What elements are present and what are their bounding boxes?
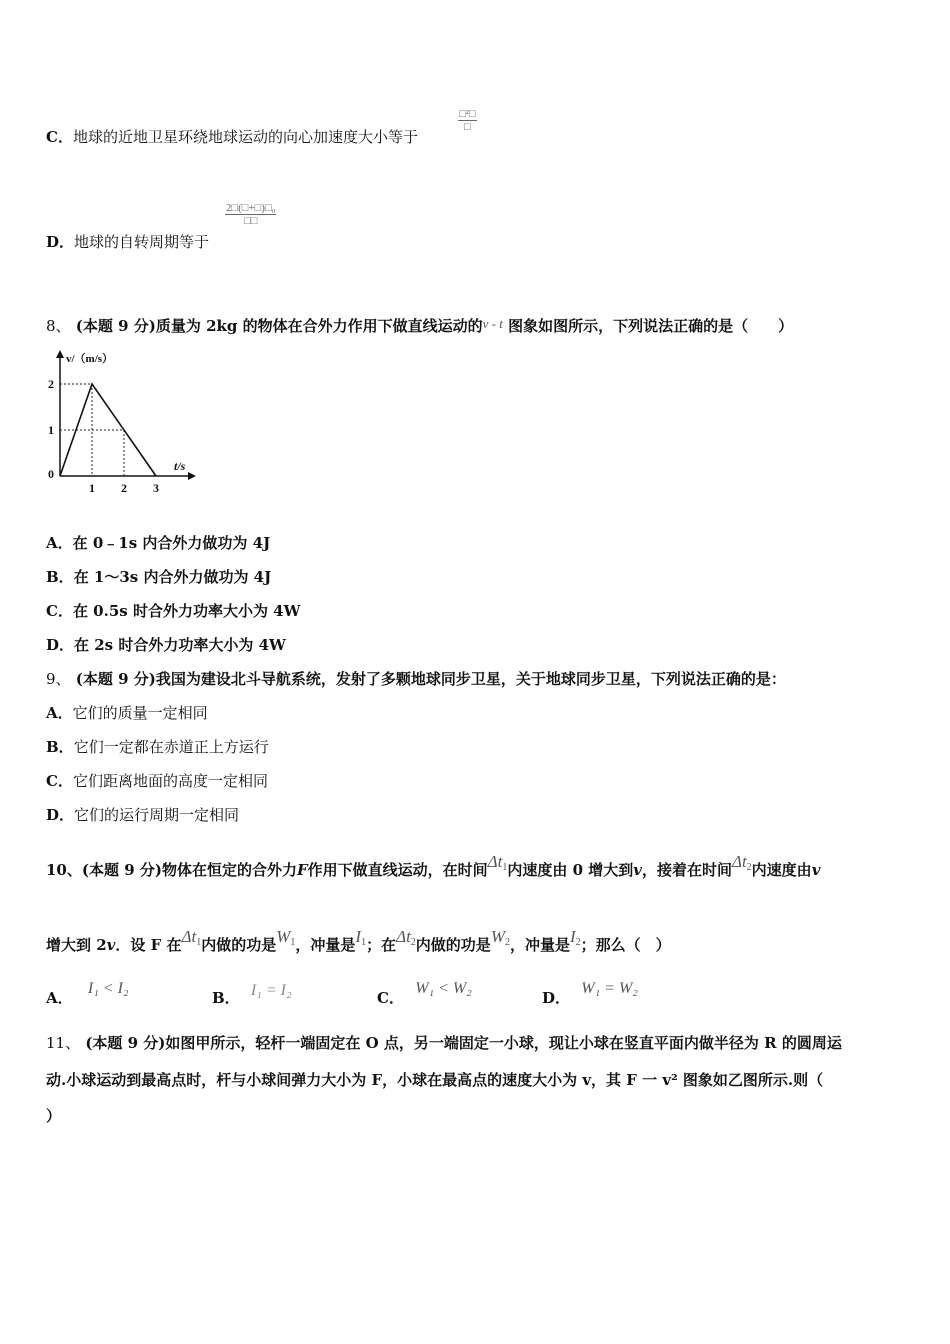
q10-l2-i2 <box>570 927 581 946</box>
q10-l2-d: ，冲量是 <box>295 936 356 954</box>
q9-option-c-label: C． <box>46 772 73 790</box>
q7-option-d-frac-num: 2□(□+□)□₀ <box>226 202 276 214</box>
q7-option-d-frac-den: □□ <box>244 215 258 227</box>
q10-option-d <box>542 980 638 1008</box>
q10-l1-a: 物体在恒定的合外力 <box>161 861 297 879</box>
q10-l1-v: v <box>633 861 642 879</box>
q10-l2-w1 <box>276 927 295 946</box>
q9-number: 9、 <box>46 670 71 688</box>
q9-score: (本题 9 分) <box>75 670 156 688</box>
q10-l1-dt1 <box>488 852 508 871</box>
q9-option-d-text: 它们的运行周期一定相同 <box>74 806 240 824</box>
q10-l2-dt1-sub: 1 <box>196 937 202 948</box>
q10-l2-w2-sub: 2 <box>504 937 510 948</box>
q10-l2-dt1-base: Δt <box>181 927 197 946</box>
vt-ytick-2: 2 <box>48 377 54 391</box>
q7-option-d-text: 地球的自转周期等于 <box>74 233 210 251</box>
q8-option-a-label: A． <box>46 534 73 552</box>
q8-number: 8、 <box>46 317 71 335</box>
q9-option-b <box>46 737 269 757</box>
q10-l2-f: 内做的功是 <box>415 936 491 954</box>
q10-option-a <box>46 980 129 1008</box>
vt-x-label: t/s <box>174 459 186 473</box>
q11-line-1-text: 如图甲所示，轻杆一端固定在 O 点，另一端固定一小球，现让小球在竖直平面内做半径为 R 的圆周运 <box>165 1034 842 1052</box>
q8-stem-b: 图象如图所示，下列说法正确的是（ ） <box>508 317 794 335</box>
vt-xtick-3: 3 <box>153 481 159 495</box>
q7-option-d-fraction <box>225 202 276 227</box>
q10-option-b-math: I₁ = I₂ <box>250 982 292 999</box>
q10-l2-v: v <box>106 936 116 954</box>
q10-l2-e: ；在 <box>366 936 397 954</box>
q10-l2-i2-sub: 2 <box>575 937 581 948</box>
q10-l2-i1-base: I <box>355 927 362 946</box>
q7-option-c-frac-num: □²□ <box>459 108 476 120</box>
q10-l1-c: 内速度由 0 增大到 <box>507 861 634 879</box>
q9-option-d <box>46 805 239 825</box>
q7-option-c-label: C． <box>46 128 73 146</box>
q10-score: (本题 9 分) <box>81 861 162 879</box>
q9-option-a-label: A． <box>46 704 73 722</box>
q11-line-3: ） <box>46 1107 62 1125</box>
q8-stem <box>46 314 793 336</box>
q8-option-d-label: D． <box>46 636 75 654</box>
q10-l1-dt2 <box>732 852 752 871</box>
vt-y-arrow <box>56 350 64 358</box>
q7-option-c-fraction <box>458 108 477 133</box>
q8-score: (本题 9 分) <box>75 317 156 335</box>
q10-l2-h: ；那么（ ） <box>580 936 671 954</box>
q10-l2-w1-base: W <box>276 927 291 946</box>
q9-option-d-label: D． <box>46 806 75 824</box>
q10-line-1 <box>46 852 820 880</box>
q10-number: 10、 <box>46 861 82 879</box>
q8-vt-graph <box>44 348 204 498</box>
q8-option-c-text: 在 0.5s 时合外力功率大小为 4W <box>72 602 301 620</box>
q8-option-d-text: 在 2s 时合外力功率大小为 4W <box>74 636 286 654</box>
q10-l2-b: ．设 F 在 <box>115 936 182 954</box>
q10-l1-b: 作用下做直线运动，在时间 <box>307 861 488 879</box>
q10-l2-i1-sub: 1 <box>361 937 367 948</box>
vt-xtick-1: 1 <box>89 481 95 495</box>
q7-option-d-label: D． <box>46 233 75 251</box>
q9-option-c-text: 它们距离地面的高度一定相同 <box>72 772 268 790</box>
q8-stem-math: v - t <box>482 316 503 331</box>
vt-y-label: v/（m/s） <box>66 353 114 365</box>
q10-l2-w1-sub: 1 <box>290 937 296 948</box>
q9-stem-text: 我国为建设北斗导航系统，发射了多颗地球同步卫星，关于地球同步卫星，下列说法正确的是： <box>155 670 786 688</box>
q11-line-2: 动.小球运动到最高点时，杆与小球间弹力大小为 F，小球在最高点的速度大小为 v，其 F 一 v² 图象如乙图所示.则（ <box>46 1071 824 1089</box>
q10-l1-dt1-base: Δt <box>487 852 503 871</box>
q10-l1-d: ，接着在时间 <box>641 861 732 879</box>
q8-option-c <box>46 601 300 621</box>
q10-l2-dt2-base: Δt <box>396 927 411 946</box>
q10-l2-dt2 <box>396 927 416 946</box>
q10-l1-dt2-sub: 2 <box>746 862 752 873</box>
q10-line-2 <box>46 927 671 955</box>
q8-option-b-text: 在 1～3s 内合外力做功为 4J <box>73 568 272 586</box>
q10-option-b-label: B． <box>212 989 240 1007</box>
q10-l2-w2 <box>491 927 510 946</box>
vt-origin-label: 0 <box>48 467 54 481</box>
q10-option-c <box>377 980 472 1008</box>
q10-option-c-label: C． <box>377 989 404 1007</box>
q10-l1-dt1-sub: 1 <box>502 862 508 873</box>
q10-l1-force: F <box>296 861 308 879</box>
q8-option-c-label: C． <box>46 602 73 620</box>
q7-option-c <box>46 127 418 147</box>
q9-stem <box>46 669 786 689</box>
q10-l2-dt1 <box>182 927 202 946</box>
q9-option-a-text: 它们的质量一定相同 <box>72 704 208 722</box>
q7-option-c-frac-den: □ <box>463 121 471 133</box>
q10-option-a-math: I₁ < I₂ <box>87 980 129 997</box>
q10-option-d-label: D． <box>542 989 571 1007</box>
q11-line-1 <box>46 1033 842 1053</box>
q8-option-d <box>46 635 286 655</box>
q11-number: 11、 <box>46 1034 81 1052</box>
q10-l2-c: 内做的功是 <box>201 936 277 954</box>
q7-option-c-text: 地球的近地卫星环绕地球运动的向心加速度大小等于 <box>72 128 418 146</box>
q10-l2-w2-base: W <box>490 927 505 946</box>
q10-l2-g: ，冲量是 <box>509 936 570 954</box>
q10-l2-i2-base: I <box>570 927 576 946</box>
q8-option-a <box>46 533 270 553</box>
q10-option-a-label: A． <box>46 989 73 1007</box>
q9-option-c <box>46 771 268 791</box>
q8-stem-a: 质量为 2kg 的物体在合外力作用下做直线运动的 <box>155 317 483 335</box>
q10-option-c-math: W₁ < W₂ <box>415 980 472 997</box>
q10-l1-v2: v <box>811 861 821 879</box>
q10-option-b <box>212 982 292 1008</box>
vt-xtick-2: 2 <box>121 481 127 495</box>
q10-l2-a: 增大到 2 <box>46 936 107 954</box>
q7-option-d <box>46 232 209 252</box>
q10-l1-e: 内速度由 <box>751 861 812 879</box>
q10-l2-dt2-sub: 2 <box>410 937 416 948</box>
q8-option-b <box>46 567 271 587</box>
q9-option-b-label: B． <box>46 738 74 756</box>
q8-option-b-label: B． <box>46 568 74 586</box>
q10-l2-i1 <box>355 927 366 946</box>
q9-option-b-text: 它们一定都在赤道正上方运行 <box>73 738 269 756</box>
q11-score: (本题 9 分) <box>85 1034 166 1052</box>
q10-l1-dt2-base: Δt <box>731 852 747 871</box>
q10-option-d-math: W₁ = W₂ <box>581 980 638 997</box>
vt-x-arrow <box>188 472 196 480</box>
q8-option-a-text: 在 0﹣1s 内合外力做功为 4J <box>72 534 271 552</box>
q9-option-a <box>46 703 208 723</box>
vt-ytick-1: 1 <box>48 423 54 437</box>
